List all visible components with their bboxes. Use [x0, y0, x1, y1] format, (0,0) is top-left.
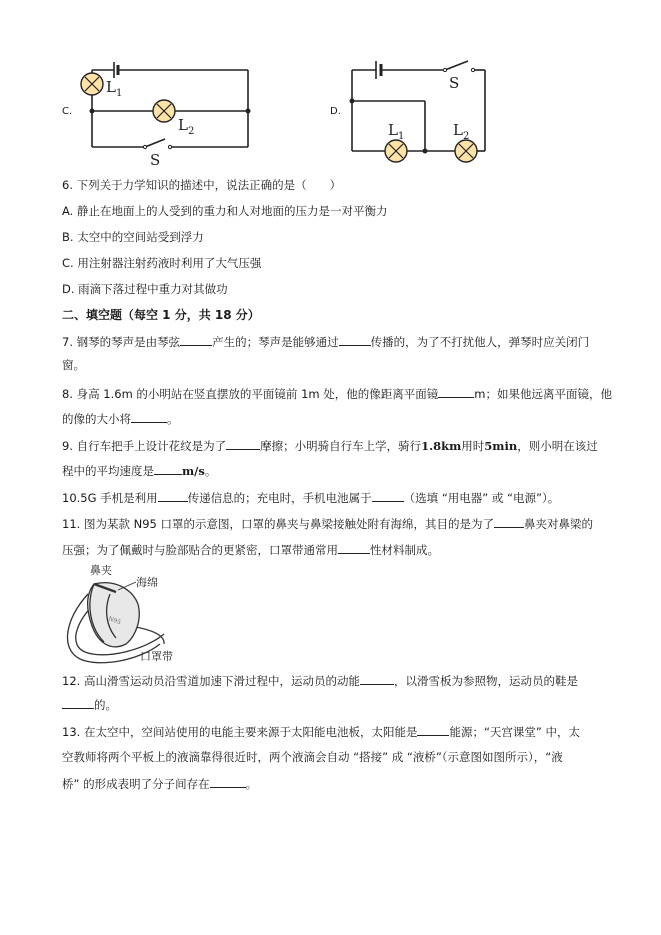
n95-mask-figure — [60, 564, 200, 668]
lamp-l2-label: $L_2$ — [178, 116, 195, 137]
switch-s-label: S — [150, 151, 161, 169]
q9-line2: 程中的平均速度是 m/s。 — [62, 464, 217, 478]
lamp-l2-icon — [153, 100, 175, 122]
q12-line1: 12. 高山滑雪运动员沿雪道加速下滑过程中，运动员的动能 ，以滑雪板为参照物，运动员的鞋是 — [62, 674, 578, 688]
q8-line2: 的像的大小将 。 — [62, 412, 179, 426]
q6-option-c: C. 用注射器注射药液时利用了大气压强 — [62, 256, 262, 270]
q6-option-a: A. 静止在地面上的人受到的重力和人对地面的压力是一对平衡力 — [62, 204, 388, 218]
q13-line3: 桥” 的形成表明了分子间存在 。 — [62, 777, 258, 791]
section-heading: 二、填空题（每空 1 分，共 18 分） — [62, 308, 260, 322]
q7-line2: 窗。 — [62, 358, 85, 372]
q9-line1: 9. 自行车把手上设计花纹是为了 摩擦；小明骑自行车上学，骑行1.8km用时5min，则小明在该过 — [62, 439, 598, 453]
lamp-l1-label: $L_1$ — [106, 78, 123, 99]
switch-s-label: S — [449, 74, 460, 92]
nose-clip-label: 鼻夹 — [90, 564, 112, 577]
strap-label: 口罩带 — [140, 650, 173, 663]
option-d-label: D. — [330, 106, 341, 117]
option-c-label: C. — [62, 106, 73, 117]
circuit-c-diagram — [70, 50, 270, 170]
lamp-l2-label: $L_2$ — [453, 121, 470, 142]
sponge-label: 海绵 — [136, 576, 158, 589]
lamp-l1-icon — [81, 73, 103, 95]
q10-line1: 10.5G 手机是利用 传递信息的；充电时，手机电池属于 （选填 “用电器” 或 “电源”）。 — [62, 491, 560, 505]
q6-option-d: D. 雨滴下落过程中重力对其做功 — [62, 282, 228, 296]
lamp-l2-icon — [455, 140, 477, 162]
q8-line1: 8. 身高 1.6m 的小明站在竖直摆放的平面镜前 1m 处，他的像距离平面镜 m；如果他远离平面镜，他 — [62, 387, 612, 401]
circuit-d-diagram — [340, 55, 500, 165]
q6-stem: 6. 下列关于力学知识的描述中，说法正确的是（ ） — [62, 178, 342, 192]
lamp-l1-label: $L_1$ — [388, 121, 405, 142]
q6-option-b: B. 太空中的空间站受到浮力 — [62, 230, 204, 244]
q11-line2: 压强；为了佩戴时与脸部贴合的更紧密，口罩带通常用 性材料制成。 — [62, 543, 439, 557]
q11-line1: 11. 图为某款 N95 口罩的示意图，口罩的鼻夹与鼻梁接触处附有海绵，其目的是为了 鼻夹对鼻梁的 — [62, 517, 593, 531]
q12-line2: 的。 — [62, 696, 117, 713]
lamp-l1-icon — [385, 140, 407, 162]
q7-line1: 7. 钢琴的琴声是由琴弦 产生的；琴声是能够通过 传播的，为了不打扰他人，弹琴时应关闭门 — [62, 335, 590, 349]
svg-text:N95: N95 — [107, 615, 122, 627]
q13-line1: 13. 在太空中，空间站使用的电能主要来源于太阳能电池板，太阳能是 能源；“天宫课堂” 中，太 — [62, 725, 581, 739]
q13-line2: 空教师将两个平板上的液滴靠得很近时，两个液滴会自动 “搭接” 成 “液桥”（示意图如图所示），“液 — [62, 750, 563, 764]
